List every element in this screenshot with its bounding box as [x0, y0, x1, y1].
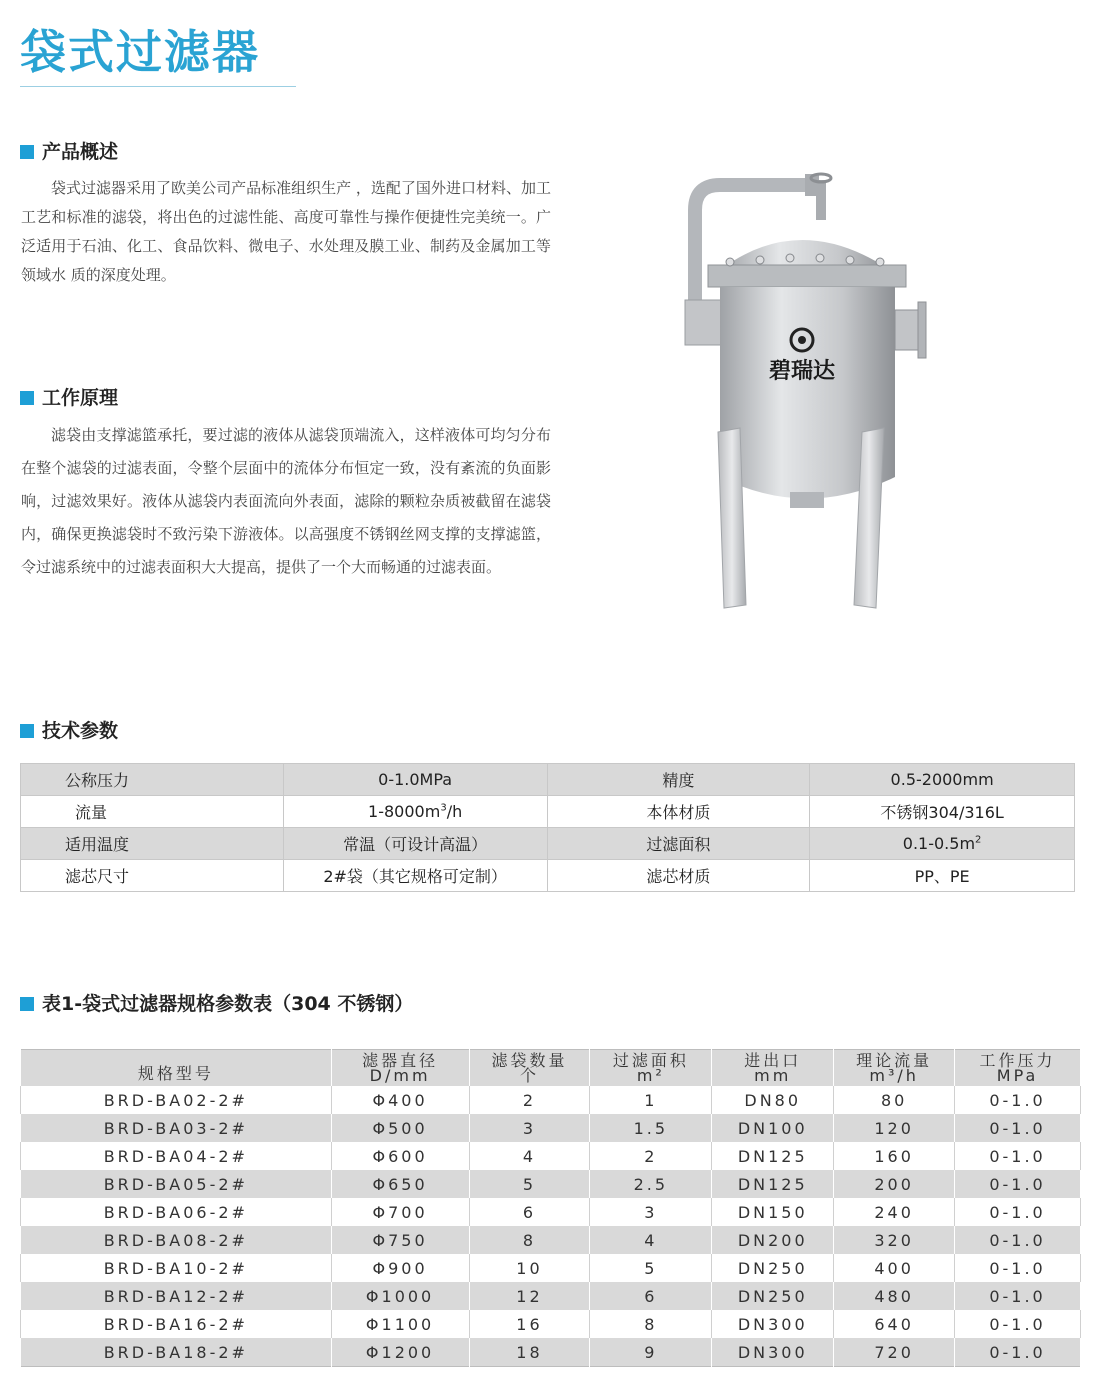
table-cell: 1	[590, 1086, 712, 1114]
overview-paragraph: 袋式过滤器采用了欧美公司产品标准组织生产 ，选配了国外进口材料、加工工艺和标准的滤袋，将出色的过滤性能、高度可靠性与操作便捷性完美统一。广泛适用于石油、化工、食品饮料、微电子、水处理及膜工业、制药及金属加工等领域水 质的深度处理。	[21, 179, 551, 284]
table-cell: 720	[834, 1338, 955, 1367]
column-header: 滤袋数量 个	[469, 1050, 590, 1087]
table-cell: DN250	[712, 1282, 834, 1310]
table-cell: BRD-BA03-2#	[21, 1114, 332, 1142]
table-cell: BRD-BA05-2#	[21, 1170, 332, 1198]
param-value: 常温（可设计高温）	[283, 828, 547, 860]
table-cell: Φ1200	[331, 1338, 469, 1367]
table-header-row	[21, 1050, 1081, 1087]
table-cell: 80	[834, 1086, 955, 1114]
table-row	[21, 860, 1075, 892]
table-cell: BRD-BA18-2#	[21, 1338, 332, 1367]
column-header: 理论流量 m³/h	[834, 1050, 955, 1087]
table-cell: DN150	[712, 1198, 834, 1226]
tech-params-table	[20, 763, 1075, 892]
brand-mark: 碧瑞达	[768, 358, 836, 384]
principle-heading-text: 工作原理	[42, 387, 119, 409]
param-label: 本体材质	[547, 796, 810, 828]
table-cell: Φ750	[331, 1226, 469, 1254]
table-cell: 5	[469, 1170, 590, 1198]
section-marker-icon	[20, 997, 34, 1011]
param-value: $0.1-0.5m^2$	[810, 828, 1075, 860]
principle-paragraph: 滤袋由支撑滤篮承托，要过滤的液体从滤袋顶端流入，这样液体可均匀分布在整个滤袋的过滤表面，令整个层面中的流体分布恒定一致，没有紊流的负面影响，过滤效果好。液体从滤袋内表面流向外表面，滤除的颗粒杂质被截留在滤袋内，确保更换滤袋时不致污染下游液体。以高强度不锈钢丝网支撑的支撑滤篮，令过滤系统中的过滤表面积大大提高，提供了一个大而畅通的过滤表面。	[21, 426, 551, 576]
table-cell: 3	[590, 1198, 712, 1226]
table-cell: 2	[469, 1086, 590, 1114]
table-cell: DN80	[712, 1086, 834, 1114]
table-cell: 240	[834, 1198, 955, 1226]
table-row	[21, 1198, 1081, 1226]
column-header: 进出口 mm	[712, 1050, 834, 1087]
spec-heading-text: 表1-袋式过滤器规格参数表（304 不锈钢）	[42, 993, 414, 1015]
section-marker-icon	[20, 145, 34, 159]
table-cell: 4	[590, 1226, 712, 1254]
table-cell: 120	[834, 1114, 955, 1142]
table-cell: 12	[469, 1282, 590, 1310]
principle-heading	[20, 386, 118, 410]
table-cell: BRD-BA12-2#	[21, 1282, 332, 1310]
param-value: 不锈钢304/316L	[810, 796, 1075, 828]
table-cell: BRD-BA02-2#	[21, 1086, 332, 1114]
overview-heading	[20, 140, 118, 164]
table-cell: 6	[590, 1282, 712, 1310]
table-row	[21, 1114, 1081, 1142]
param-label: 滤芯尺寸	[21, 860, 284, 892]
param-label: 过滤面积	[547, 828, 810, 860]
table-cell: 0-1.0	[955, 1142, 1081, 1170]
column-header: 工作压力 MPa	[955, 1050, 1081, 1087]
table-cell: 0-1.0	[955, 1254, 1081, 1282]
spec-heading	[20, 992, 413, 1016]
tech-heading-text: 技术参数	[42, 720, 119, 742]
table-row	[21, 828, 1075, 860]
table-cell: 400	[834, 1254, 955, 1282]
table-cell: 8	[590, 1310, 712, 1338]
table-cell: 0-1.0	[955, 1282, 1081, 1310]
param-label: 适用温度	[21, 828, 284, 860]
table-cell: Φ400	[331, 1086, 469, 1114]
table-cell: DN200	[712, 1226, 834, 1254]
table-cell: BRD-BA16-2#	[21, 1310, 332, 1338]
table-cell: DN125	[712, 1170, 834, 1198]
table-cell: 2.5	[590, 1170, 712, 1198]
column-header: 滤器直径 D/mm	[331, 1050, 469, 1087]
table-cell: 320	[834, 1226, 955, 1254]
table-cell: 8	[469, 1226, 590, 1254]
table-cell: 10	[469, 1254, 590, 1282]
overview-heading-text: 产品概述	[42, 141, 119, 163]
table-cell: DN300	[712, 1310, 834, 1338]
table-cell: 18	[469, 1338, 590, 1367]
table-cell: 2	[590, 1142, 712, 1170]
table-cell: DN100	[712, 1114, 834, 1142]
table-cell: 0-1.0	[955, 1086, 1081, 1114]
table-cell: Φ900	[331, 1254, 469, 1282]
table-cell: DN125	[712, 1142, 834, 1170]
table-cell: BRD-BA04-2#	[21, 1142, 332, 1170]
table-cell: 0-1.0	[955, 1114, 1081, 1142]
table-cell: DN250	[712, 1254, 834, 1282]
table-cell: 0-1.0	[955, 1226, 1081, 1254]
table-cell: 4	[469, 1142, 590, 1170]
spec-table	[20, 1049, 1081, 1367]
table-cell: Φ1100	[331, 1310, 469, 1338]
param-value: $1-8000m^3/h$	[283, 796, 547, 828]
param-value: PP、PE	[810, 860, 1075, 892]
table-cell: DN300	[712, 1338, 834, 1367]
table-cell: 5	[590, 1254, 712, 1282]
table-cell: BRD-BA06-2#	[21, 1198, 332, 1226]
param-label: 滤芯材质	[547, 860, 810, 892]
table-cell: 0-1.0	[955, 1338, 1081, 1367]
table-cell: 0-1.0	[955, 1310, 1081, 1338]
table-cell: Φ1000	[331, 1282, 469, 1310]
table-cell: 9	[590, 1338, 712, 1367]
table-cell: 16	[469, 1310, 590, 1338]
table-cell: 1.5	[590, 1114, 712, 1142]
table-row	[21, 1226, 1081, 1254]
table-row	[21, 1086, 1081, 1114]
title-underline	[20, 86, 296, 87]
table-cell: 0-1.0	[955, 1170, 1081, 1198]
table-row	[21, 1142, 1081, 1170]
table-cell: 0-1.0	[955, 1198, 1081, 1226]
table-row	[21, 1310, 1081, 1338]
param-label: 精度	[547, 764, 810, 796]
table-cell: BRD-BA10-2#	[21, 1254, 332, 1282]
table-cell: 200	[834, 1170, 955, 1198]
table-cell: Φ700	[331, 1198, 469, 1226]
table-cell: 6	[469, 1198, 590, 1226]
table-cell: Φ600	[331, 1142, 469, 1170]
param-label: 流量	[21, 796, 284, 828]
table-row	[21, 796, 1075, 828]
param-label: 公称压力	[21, 764, 284, 796]
param-value: 2#袋（其它规格可定制）	[283, 860, 547, 892]
bag-filter-product-image	[640, 150, 970, 620]
table-cell: 160	[834, 1142, 955, 1170]
table-row	[21, 1254, 1081, 1282]
table-cell: Φ500	[331, 1114, 469, 1142]
table-row	[21, 1338, 1081, 1367]
section-marker-icon	[20, 724, 34, 738]
page-title: 袋式过滤器	[20, 25, 260, 79]
table-row	[21, 1282, 1081, 1310]
table-cell: Φ650	[331, 1170, 469, 1198]
table-cell: 640	[834, 1310, 955, 1338]
section-marker-icon	[20, 391, 34, 405]
table-cell: BRD-BA08-2#	[21, 1226, 332, 1254]
param-value: 0.5-2000mm	[810, 764, 1075, 796]
table-cell: 3	[469, 1114, 590, 1142]
column-header: 过滤面积 m²	[590, 1050, 712, 1087]
table-cell: 480	[834, 1282, 955, 1310]
tech-heading	[20, 719, 118, 743]
table-row	[21, 764, 1075, 796]
table-row	[21, 1170, 1081, 1198]
column-header: 规格型号	[21, 1050, 332, 1087]
param-value: 0-1.0MPa	[283, 764, 547, 796]
